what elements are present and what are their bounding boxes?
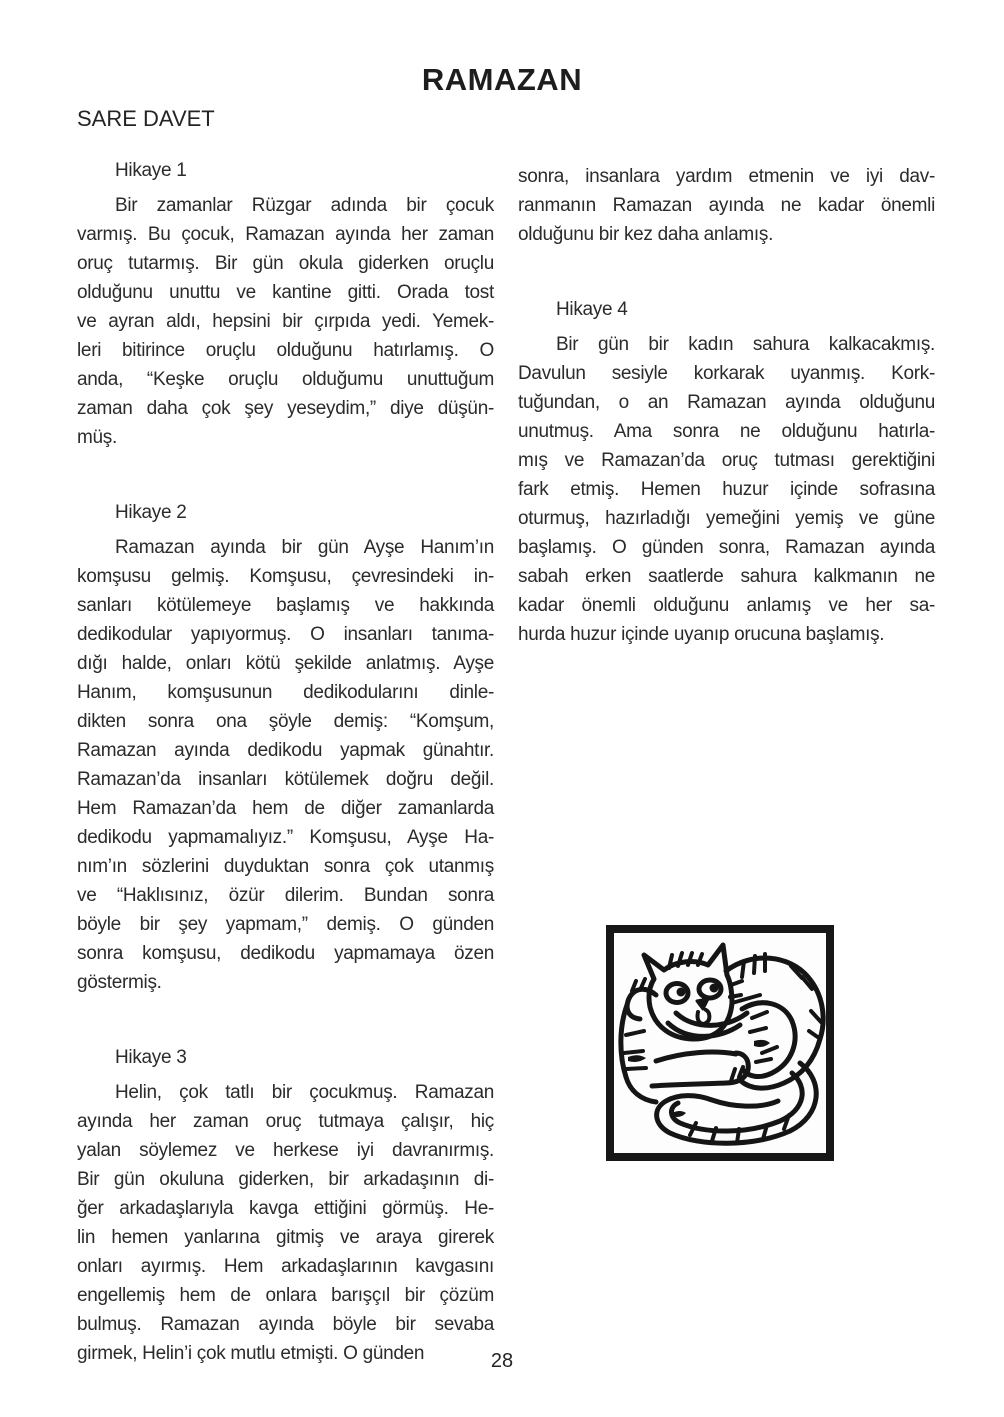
text-line: nım’ın sözlerini duyduktan sonra çok utanmış xyxy=(77,856,494,877)
text-line: Davulun sesiyle korkarak uyanmış. Kork- xyxy=(518,363,935,384)
story-1-paragraph xyxy=(77,191,494,452)
text-line: ayında her zaman oruç tutmaya çalışır, hiç xyxy=(77,1111,494,1132)
text-line: Bir gün okuluna giderken, bir arkadaşının di- xyxy=(77,1169,494,1190)
text-line: sonra komşusu, dedikodu yapmamaya özen xyxy=(77,943,494,964)
text-line: komşusu gelmiş. Komşusu, çevresindeki in- xyxy=(77,566,494,587)
text-line: mış ve Ramazan’da oruç tutması gerektiğini xyxy=(518,450,935,471)
story-1-heading: Hikaye 1 xyxy=(115,160,187,181)
text-line: tuğundan, o an Ramazan ayında olduğunu xyxy=(518,392,935,413)
page-number: 28 xyxy=(490,1350,514,1372)
text-line: ve “Haklısınız, özür dilerim. Bundan sonra xyxy=(77,885,494,906)
text-line: anda, “Keşke oruçlu olduğumu unuttuğum xyxy=(77,369,494,390)
text-line: oturmuş, hazırladığı yemeğini yemiş ve güne xyxy=(518,508,935,529)
text-line: dedikodu yapmamalıyız.” Komşusu, Ayşe Ha- xyxy=(77,827,494,848)
text-line: bulmuş. Ramazan ayında böyle bir sevaba xyxy=(77,1314,494,1335)
text-line: Helin, çok tatlı bir çocukmuş. Ramazan xyxy=(115,1082,494,1103)
text-line: dedikodular yapıyormuş. O insanları tanıma- xyxy=(77,624,494,645)
story-2-paragraph xyxy=(77,533,494,997)
two-column-text xyxy=(77,156,935,1368)
text-line: ğer arkadaşlarıyla kavga ettiğini görmüş. He- xyxy=(77,1198,494,1219)
text-line: engellemiş hem de onlara barışçıl bir çözüm xyxy=(77,1285,494,1306)
right-column xyxy=(518,156,935,1368)
text-line: ranmanın Ramazan ayında ne kadar önemli xyxy=(518,195,935,216)
text-line: dığı halde, onları kötü şekilde anlatmış. Ayşe xyxy=(77,653,494,674)
text-line: müş. xyxy=(77,427,117,448)
text-line: sanları kötülemeye başlamış ve hakkında xyxy=(77,595,494,616)
text-line: unutmuş. Ama sonra ne olduğunu hatırla- xyxy=(518,421,935,442)
text-line: Ramazan ayında bir gün Ayşe Hanım’ın xyxy=(115,537,494,558)
text-line: fark etmiş. Hemen huzur içinde sofrasına xyxy=(518,479,935,500)
left-column xyxy=(77,156,494,1368)
text-line: Ramazan’da insanları kötülemek doğru değil. xyxy=(77,769,494,790)
text-line: lin hemen yanlarına gitmiş ve araya girerek xyxy=(77,1227,494,1248)
text-line: varmış. Bu çocuk, Ramazan ayında her zaman xyxy=(77,224,494,245)
text-line: böyle bir şey yapmam,” demiş. O günden xyxy=(77,914,494,935)
text-line: oruç tutarmış. Bir gün okula giderken oruçlu xyxy=(77,253,494,274)
text-line: olduğunu unuttu ve kantine gitti. Orada tost xyxy=(77,282,494,303)
story-3-heading: Hikaye 3 xyxy=(115,1047,187,1068)
text-line: Bir zamanlar Rüzgar adında bir çocuk xyxy=(115,195,494,216)
text-line: zaman daha çok şey yeseydim,” diye düşün- xyxy=(77,398,494,419)
text-line: dikten sonra ona şöyle demiş: “Komşum, xyxy=(77,711,494,732)
story-2-heading: Hikaye 2 xyxy=(115,502,187,523)
text-line: olduğunu bir kez daha anlamış. xyxy=(518,224,774,245)
text-line: hurda huzur içinde uyanıp orucuna başlamış. xyxy=(518,624,885,645)
text-line: onları ayırmış. Hem arkadaşlarının kavgasını xyxy=(77,1256,494,1277)
text-line: ve ayran aldı, hepsini bir çırpıda yedi. Yemek- xyxy=(77,311,494,332)
text-line: leri bitirince oruçlu olduğunu hatırlamış. O xyxy=(77,340,494,361)
text-line: Hanım, komşusunun dedikodularını dinle- xyxy=(77,682,494,703)
story-3-paragraph xyxy=(77,1078,494,1368)
page-title: RAMAZAN xyxy=(421,62,583,97)
text-line: Hem Ramazan’da hem de diğer zamanlarda xyxy=(77,798,494,819)
author-name: SARE DAVET xyxy=(77,106,215,131)
story-4-paragraph xyxy=(518,330,935,649)
text-line: başlamış. O günden sonra, Ramazan ayında xyxy=(518,537,935,558)
text-line: sonra, insanlara yardım etmenin ve iyi dav- xyxy=(518,166,935,187)
story-4-heading: Hikaye 4 xyxy=(556,299,628,320)
text-line: Ramazan ayında dedikodu yapmak günahtır. xyxy=(77,740,494,761)
text-line: yalan söylemez ve herkese iyi davranırmış. xyxy=(77,1140,494,1161)
cat-illustration xyxy=(606,925,834,1161)
text-line: sabah erken saatlerde sahura kalkmanın ne xyxy=(518,566,935,587)
text-line: Bir gün bir kadın sahura kalkacakmış. xyxy=(556,334,935,355)
text-line: göstermiş. xyxy=(77,972,162,993)
story-3-continuation-paragraph xyxy=(518,162,935,249)
text-line: kadar önemli olduğunu anlamış ve her sa- xyxy=(518,595,935,616)
text-line: girmek, Helin’i çok mutlu etmişti. O günden xyxy=(77,1343,425,1364)
